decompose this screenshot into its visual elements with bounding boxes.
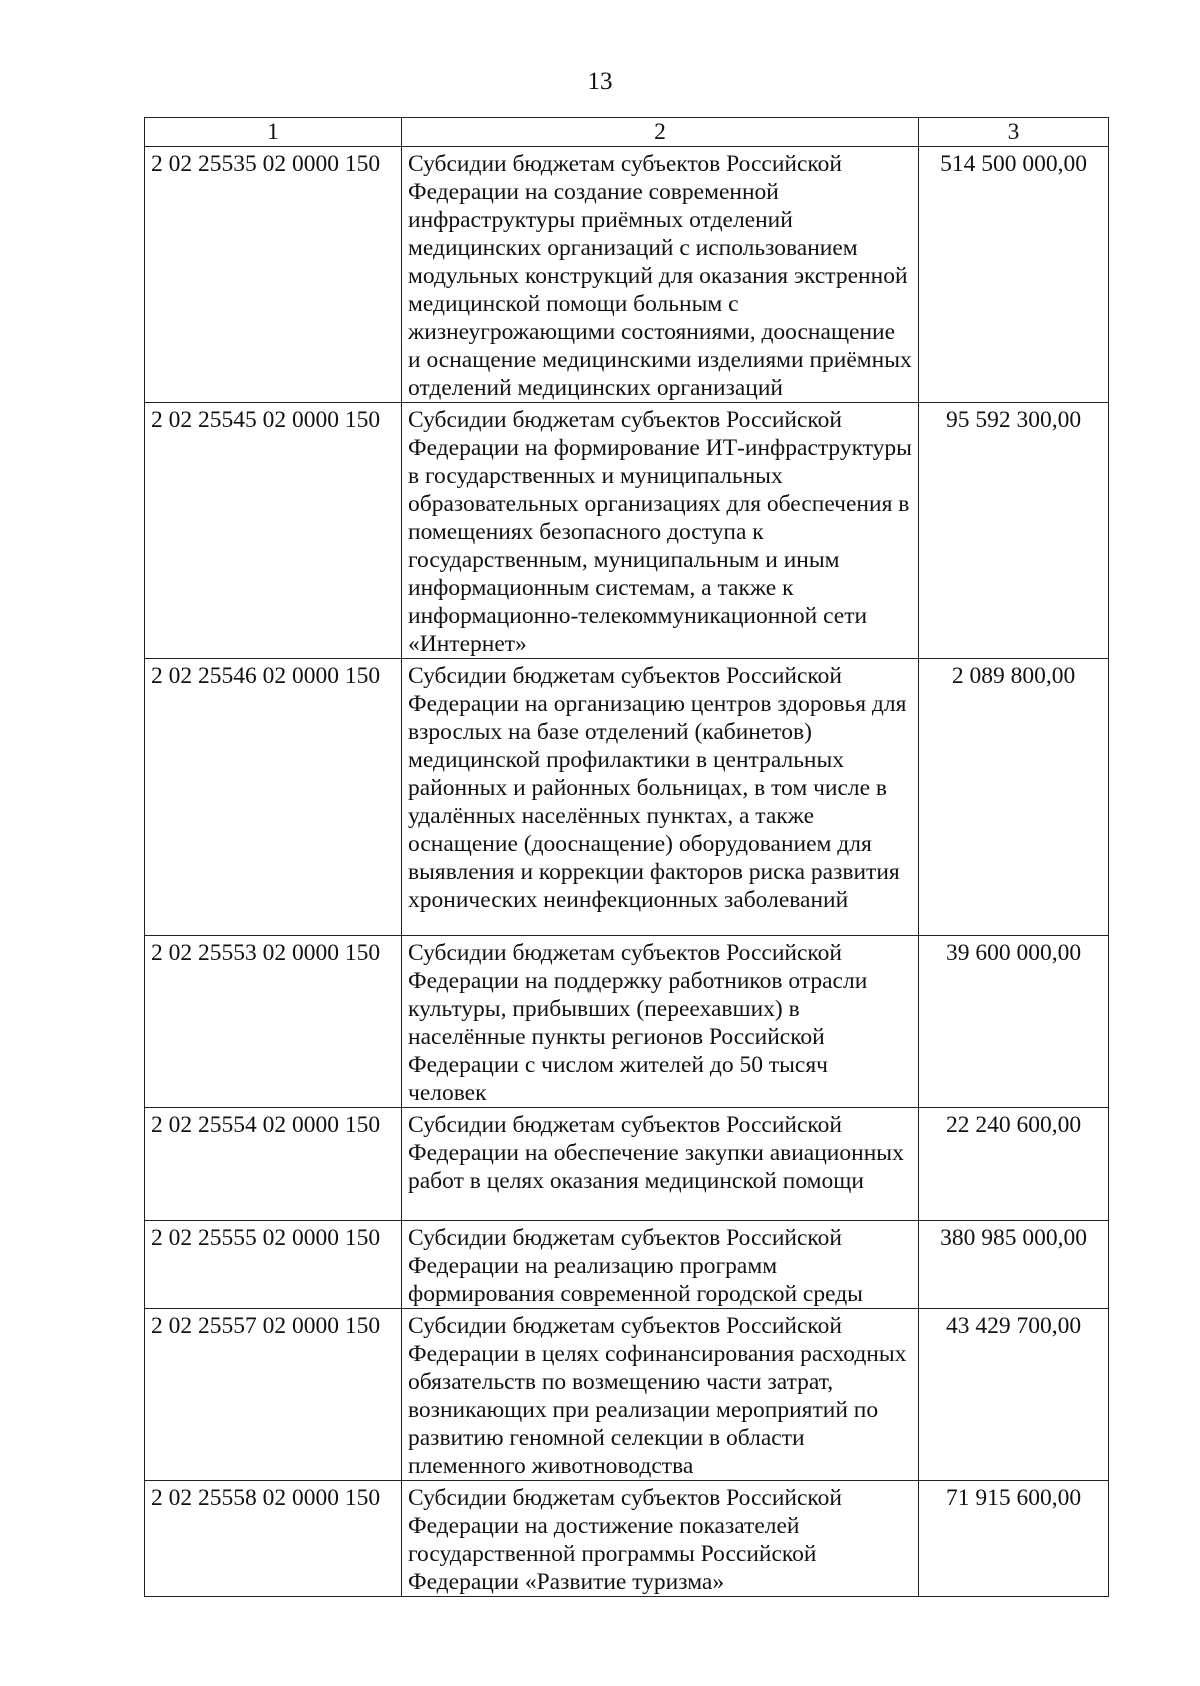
page-number: 13: [587, 68, 613, 95]
column-header-code: 1: [145, 118, 402, 147]
budget-code: 2 02 25553 02 0000 150: [145, 936, 402, 1108]
subsidy-amount: 95 592 300,00: [919, 403, 1109, 659]
table-header-row: [145, 118, 1109, 147]
table-row: [145, 659, 1109, 936]
column-header-description: 2: [402, 118, 919, 147]
subsidy-amount: 514 500 000,00: [919, 147, 1109, 403]
subsidy-description: Субсидии бюджетам субъектов Российской Федерации на достижение показателей государственной программы Российской Федерации «Развитие туризма»: [402, 1481, 919, 1597]
table-row: [145, 1108, 1109, 1221]
budget-table: [144, 117, 1109, 1597]
subsidy-description: Субсидии бюджетам субъектов Российской Федерации на поддержку работников отрасли культуры, прибывших (переехавших) в населённые пункты регионов Российской Федерации с числом жителей до 50 тысяч человек: [402, 936, 919, 1108]
subsidy-amount: 39 600 000,00: [919, 936, 1109, 1108]
budget-code: 2 02 25546 02 0000 150: [145, 659, 402, 936]
table-row: [145, 1309, 1109, 1481]
subsidy-amount: 2 089 800,00: [919, 659, 1109, 936]
budget-code: 2 02 25555 02 0000 150: [145, 1221, 402, 1309]
subsidy-description: Субсидии бюджетам субъектов Российской Федерации на создание современной инфраструктуры приёмных отделений медицинских организаций с использованием модульных конструкций для оказания экстренной медицинской помощи больным с жизнеугрожающими состояниями, дооснащение и оснащение медицинскими изделиями приёмных отделений медицинских организаций: [402, 147, 919, 403]
table-row: [145, 403, 1109, 659]
column-header-amount: 3: [919, 118, 1109, 147]
subsidy-amount: 43 429 700,00: [919, 1309, 1109, 1481]
table-row: [145, 1221, 1109, 1309]
budget-code: 2 02 25558 02 0000 150: [145, 1481, 402, 1597]
budget-code: 2 02 25545 02 0000 150: [145, 403, 402, 659]
subsidy-amount: 22 240 600,00: [919, 1108, 1109, 1221]
table-row: [145, 1481, 1109, 1597]
budget-code: 2 02 25557 02 0000 150: [145, 1309, 402, 1481]
subsidy-amount: 380 985 000,00: [919, 1221, 1109, 1309]
table-row: [145, 147, 1109, 403]
subsidy-amount: 71 915 600,00: [919, 1481, 1109, 1597]
subsidy-description: Субсидии бюджетам субъектов Российской Федерации на обеспечение закупки авиационных работ в целях оказания медицинской помощи: [402, 1108, 919, 1221]
subsidy-description: Субсидии бюджетам субъектов Российской Федерации на формирование ИТ-инфраструктуры в государственных и муниципальных образовательных организациях для обеспечения в помещениях безопасного доступа к государственным, муниципальным и иным информационным системам, а также к информационно-телекоммуникационной сети «Интернет»: [402, 403, 919, 659]
budget-code: 2 02 25554 02 0000 150: [145, 1108, 402, 1221]
subsidy-description: Субсидии бюджетам субъектов Российской Федерации в целях софинансирования расходных обязательств по возмещению части затрат, возникающих при реализации мероприятий по развитию геномной селекции в области племенного животноводства: [402, 1309, 919, 1481]
budget-code: 2 02 25535 02 0000 150: [145, 147, 402, 403]
subsidy-description: Субсидии бюджетам субъектов Российской Федерации на организацию центров здоровья для взрослых на базе отделений (кабинетов) медицинской профилактики в центральных районных и районных больницах, в том числе в удалённых населённых пунктах, а также оснащение (дооснащение) оборудованием для выявления и коррекции факторов риска развития хронических неинфекционных заболеваний: [402, 659, 919, 936]
subsidy-description: Субсидии бюджетам субъектов Российской Федерации на реализацию программ формирования современной городской среды: [402, 1221, 919, 1309]
table-row: [145, 936, 1109, 1108]
